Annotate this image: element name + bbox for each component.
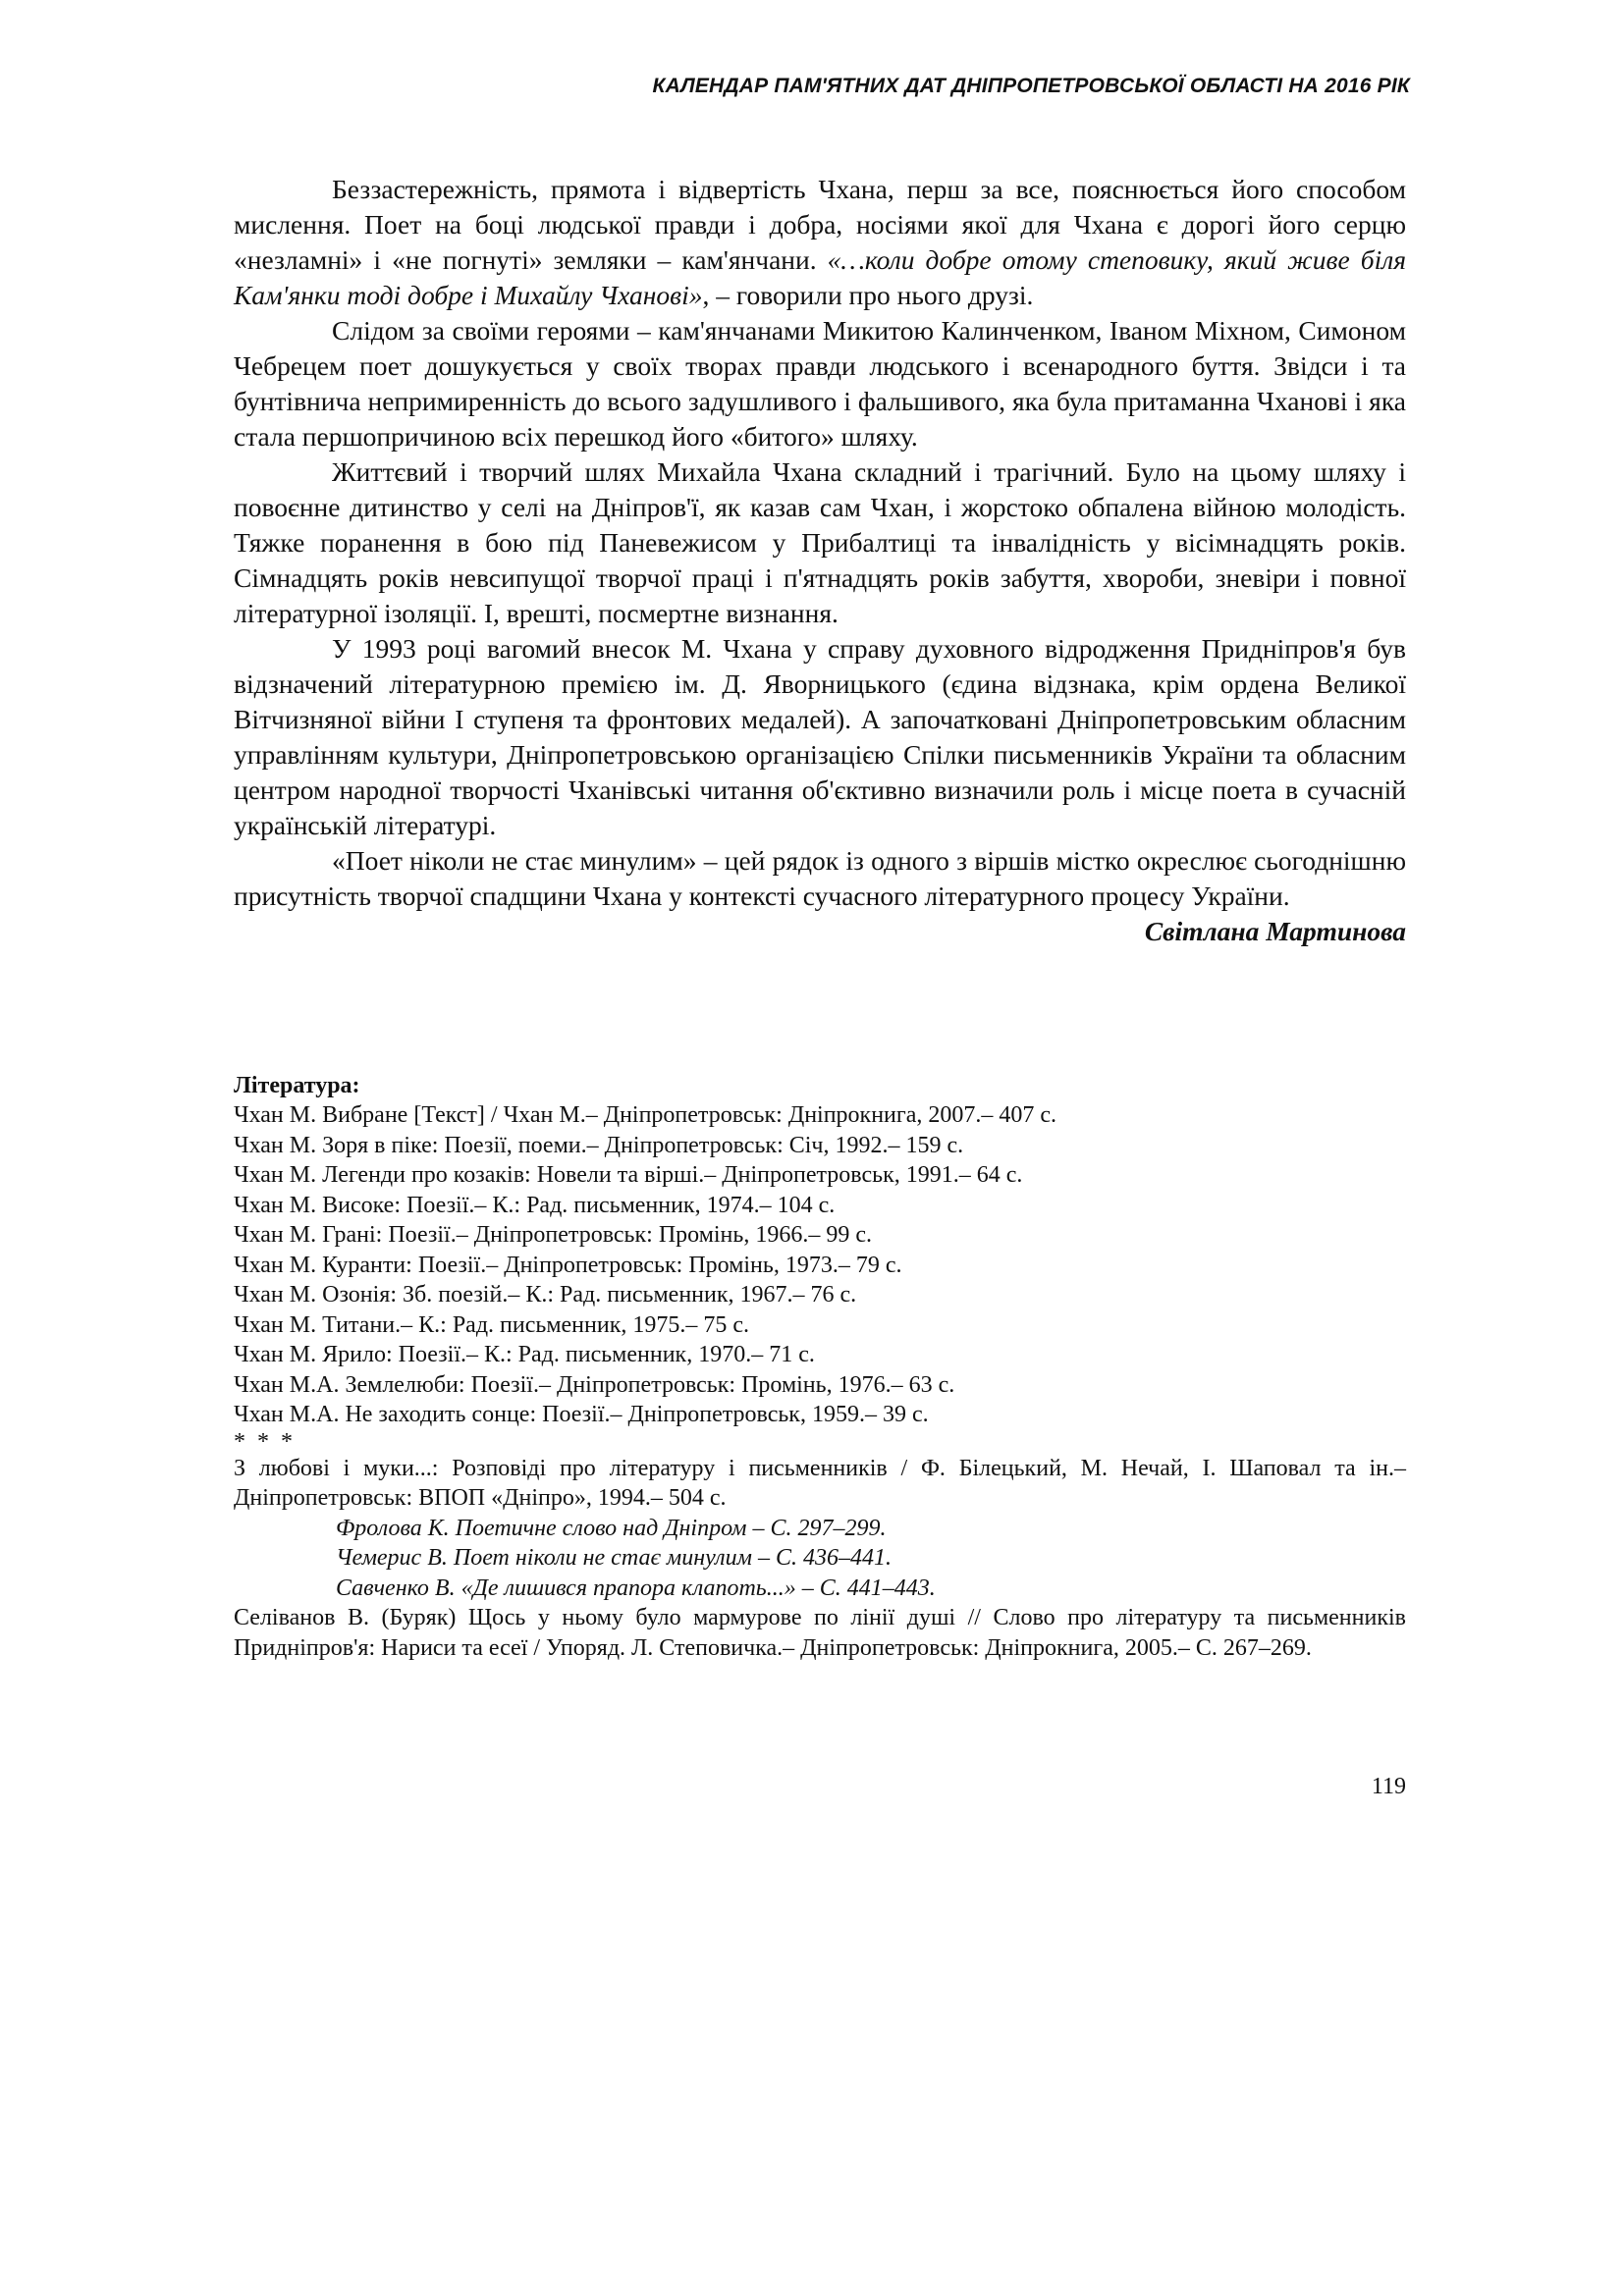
literature-list — [234, 1100, 1406, 1430]
literature-item: Чхан М. Вибране [Текст] / Чхан М.– Дніпропетровськ: Дніпрокнига, 2007.– 407 с. — [234, 1102, 1057, 1128]
literature-heading: Література: — [234, 1073, 360, 1098]
article-body — [234, 172, 1406, 949]
literature-item: Чхан М. Озонія: Зб. поезій.– К.: Рад. письменник, 1967.– 76 с. — [234, 1282, 857, 1308]
literature-sub-item: Савченко В. «Де лишився прапора клапоть...» – С. 441–443. — [336, 1575, 936, 1601]
literature-item: Чхан М. Високе: Поезії.– К.: Рад. письменник, 1974.– 104 с. — [234, 1192, 836, 1218]
literature-item: Чхан М.А. Не заходить сонце: Поезії.– Дніпропетровськ, 1959.– 39 с. — [234, 1402, 929, 1427]
literature-item: Чхан М.А. Землелюби: Поезії.– Дніпропетровськ: Промінь, 1976.– 63 с. — [234, 1371, 955, 1398]
literature-sub-item: Фролова К. Поетичне слово над Дніпром – С. 297–299. — [336, 1515, 887, 1541]
literature-item: Чхан М. Ярило: Поезії.– К.: Рад. письменник, 1970.– 71 с. — [234, 1342, 815, 1367]
literature-item: Чхан М. Куранти: Поезії.– Дніпропетровськ: Промінь, 1973.– 79 с. — [234, 1252, 902, 1278]
literature-item: Чхан М. Легенди про козаків: Новели та вірші.– Дніпропетровськ, 1991.– 64 с. — [234, 1162, 1023, 1188]
page-number: 119 — [1371, 1774, 1406, 1799]
literature-sub-item: Чемерис В. Поет ніколи не стає минулим – С. 436–441. — [336, 1545, 892, 1571]
section-separator: * * * — [234, 1428, 296, 1455]
literature-item: Чхан М. Зоря в піке: Поезії, поеми.– Дніпропетровськ: Січ, 1992.– 159 с. — [234, 1132, 964, 1158]
literature-item: Селіванов В. (Буряк) Щось у ньому було мармурове по лінії душі // Слово про літературу та письменників Придніпров'я: Нариси та есеї / Упоряд. Л. Степовичка.– Дніпропетровськ: Дніпрокнига, 2005.– С. 267–269. — [234, 1605, 1406, 1661]
paragraph-text: Беззастережність, прямота і відвертість Чхана, перш за все, пояснюється його способом мислення. Поет на боці людської правди і добра, носіями якої для Чхана є дорогі його серцю «незламні» і «не погнуті» земляки – кам'янчани. — [234, 174, 1406, 275]
literature-item: Чхан М. Титани.– К.: Рад. письменник, 1975.– 75 с. — [234, 1311, 749, 1338]
running-header: КАЛЕНДАР ПАМ'ЯТНИХ ДАТ ДНІПРОПЕТРОВСЬКОЇ ОБЛАСТІ НА 2016 РІК — [652, 75, 1410, 97]
paragraph-text: , – говорили про нього друзі. — [702, 280, 1034, 310]
article-paragraph: Слідом за своїми героями – кам'янчанами Микитою Калинченком, Іваном Міхном, Симоном Чебрецем поет дошукується у своїх творах правди людського і всенародного буття. Звідси і та бунтівнича непримиренність до всього задушливого і фальшивого, яка була притаманна Чханові і яка стала першопричиною всіх перешкод його «битого» шляху. — [234, 315, 1406, 452]
literature-item-collection: З любові і муки...: Розповіді про літературу і письменників / Ф. Білецький, М. Нечай, І. Шаповал та ін.– Дніпропетровськ: ВПОП «Дніпро», 1994.– 504 с. — [234, 1455, 1406, 1511]
article-paragraph: Життєвий і творчий шлях Михайла Чхана складний і трагічний. Було на цьому шляху і повоєнне дитинство у селі на Дніпров'ї, як казав сам Чхан, і жорстоко обпалена війною молодість. Тяжке поранення в бою під Паневежисом у Прибалтиці та інвалідність у вісімнадцять років. Сімнадцять років невсипущої творчої праці і п'ятнадцять років забуття, хвороби, зневіри і повної літературної ізоляції. І, врешті, посмертне визнання. — [234, 456, 1406, 628]
article-paragraph: У 1993 році вагомий внесок М. Чхана у справу духовного відродження Придніпров'я був відзначений літературною премією ім. Д. Яворницького (єдина відзнака, крім ордена Великої Вітчизняної війни І ступеня та фронтових медалей). А започатковані Дніпропетровським обласним управлінням культури, Дніпропетровською організацією Спілки письменників України та обласним центром народної творчості Чханівські читання об'єктивно визначили роль і місце поета в сучасній українській літературі. — [234, 633, 1406, 840]
author-signature: Світлана Мартинова — [1144, 916, 1406, 946]
italic-quote: «…коли добре отому степовику, який живе біля Кам'янки тоді добре і Михайлу Чханові» — [234, 244, 1406, 310]
article-paragraph — [234, 172, 1406, 313]
article-paragraph: «Поет ніколи не стає минулим» – цей рядок із одного з віршів містко окреслює сьогоднішню присутність творчої спадщини Чхана у контексті сучасного літературного процесу України. — [234, 845, 1406, 911]
literature-item: Чхан М. Грані: Поезії.– Дніпропетровськ: Промінь, 1966.– 99 с. — [234, 1222, 872, 1248]
literature-section — [234, 1071, 1406, 1663]
